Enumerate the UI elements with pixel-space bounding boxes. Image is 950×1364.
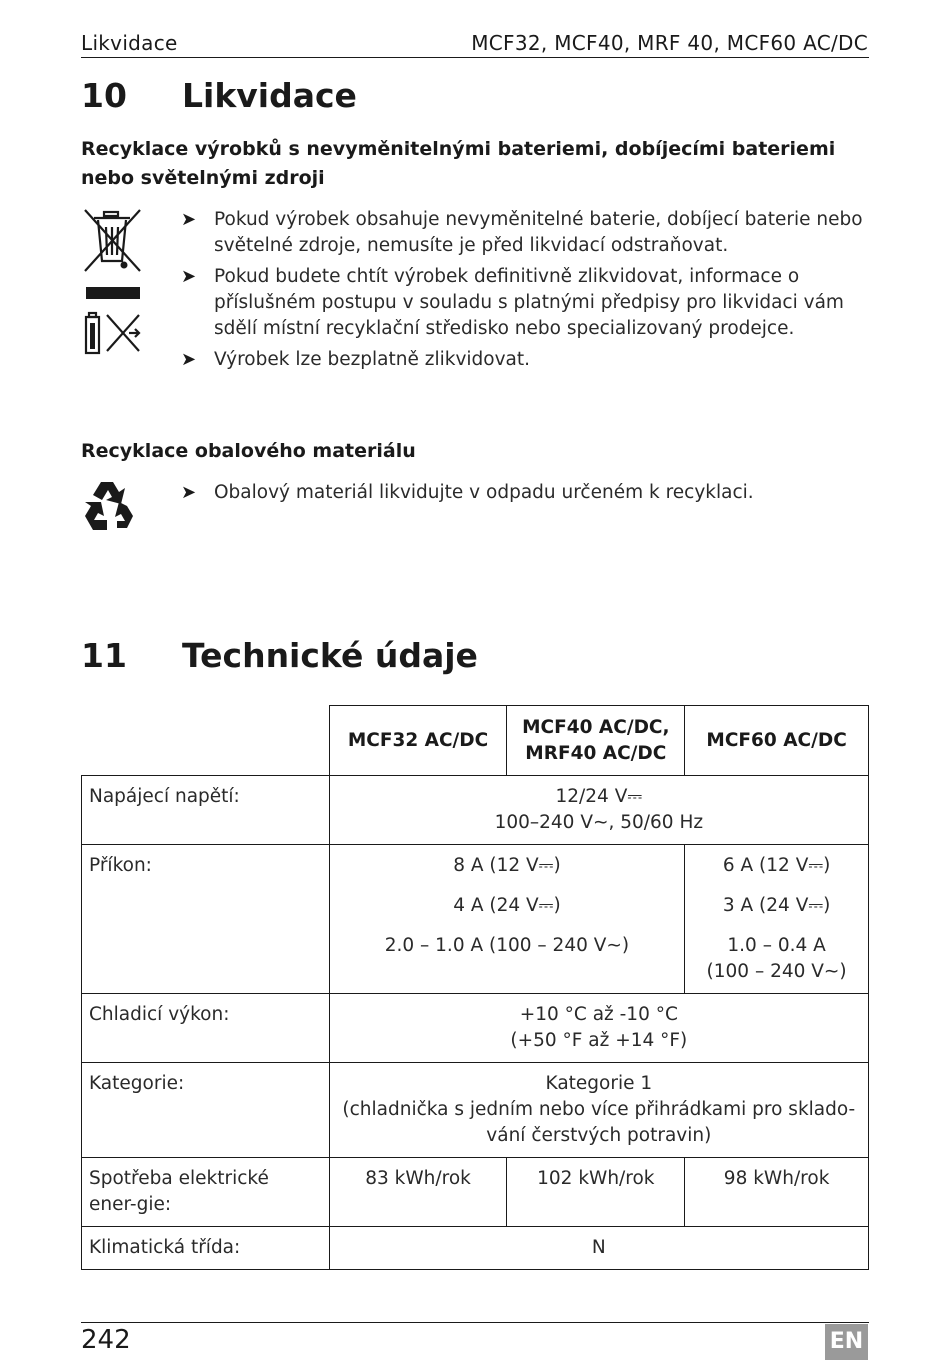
running-header-section: Likvidace <box>81 31 178 55</box>
section-10-heading <box>81 76 781 120</box>
row-label: Chladicí výkon: <box>82 994 330 1063</box>
section-title: Technické údaje <box>182 636 478 675</box>
bullet-arrow-icon: ➤ <box>181 349 197 370</box>
column-header: MCF60 AC/DC <box>685 706 869 776</box>
table-cell: +10 °C až -10 °C (+50 °F až +14 °F) <box>329 994 868 1063</box>
table-corner <box>82 706 330 776</box>
table-row <box>82 994 869 1063</box>
list-item: ➤ Výrobek lze bezplatně zlikvidovat. <box>181 347 871 373</box>
row-label: Kategorie: <box>82 1063 330 1158</box>
table-row <box>82 1063 869 1158</box>
bullet-arrow-icon: ➤ <box>181 482 197 503</box>
running-header-models: MCF32, MCF40, MRF 40, MCF60 AC/DC <box>471 31 868 55</box>
table-cell: 8 A (12 V⎓) 4 A (24 V⎓) 2.0 – 1.0 A (100 – 240 V∼) <box>329 845 685 994</box>
column-header: MCF40 AC/DC, MRF40 AC/DC <box>507 706 685 776</box>
footer-rule <box>81 1322 869 1323</box>
table-cell: 6 A (12 V⎓) 3 A (24 V⎓) 1.0 – 0.4 A (100 – 240 V∼) <box>685 845 869 994</box>
table-row <box>82 776 869 845</box>
subheading-battery-recycling: Recyklace výrobků s nevyměnitelnými bateriemi, dobíjecími bateriemi nebo světelnými zdroji <box>81 138 836 189</box>
row-label: Příkon: <box>82 845 330 994</box>
table-cell: 102 kWh/rok <box>507 1158 685 1227</box>
bullet-arrow-icon: ➤ <box>181 209 197 230</box>
page-number: 242 <box>81 1325 131 1355</box>
table-cell: Kategorie 1 (chladnička s jedním nebo více přihrádkami pro sklado- vání čerstvých potravin) <box>329 1063 868 1158</box>
table-cell: 12/24 V⎓ 100–240 V∼, 50/60 Hz <box>329 776 868 845</box>
header-rule <box>81 57 869 58</box>
row-label: Spotřeba elektrické ener-gie: <box>82 1158 330 1227</box>
technical-data-table <box>81 705 869 1270</box>
list-item: ➤ Pokud výrobek obsahuje nevyměnitelné baterie, dobíjecí baterie nebo světelné zdroje, nemusíte je před likvidací odstraňovat. <box>181 209 863 256</box>
bullet-arrow-icon: ➤ <box>181 266 197 287</box>
column-header: MCF32 AC/DC <box>329 706 507 776</box>
solid-bar-icon <box>86 287 140 299</box>
language-badge: EN <box>825 1324 868 1360</box>
list-item: ➤ Obalový materiál likvidujte v odpadu určeném k recyklaci. <box>181 480 871 506</box>
table-header-row <box>82 706 869 776</box>
crossed-bin-icon <box>82 207 144 275</box>
table-cell: N <box>329 1227 868 1270</box>
table-row <box>82 845 869 994</box>
battery-crossed-icon <box>83 311 143 355</box>
bullet-list-packaging <box>181 480 871 511</box>
recycling-icon <box>81 478 137 534</box>
list-item: ➤ Pokud budete chtít výrobek definitivně zlikvidovat, informace o příslušném postupu v souladu s platnými předpisy pro likvidaci vám sdělí místní recyklační středisko nebo specializovaný prodejce. <box>181 266 844 339</box>
subheading-packaging-recycling: Recyklace obalového materiálu <box>81 440 416 462</box>
section-title: Likvidace <box>182 76 357 115</box>
bullet-list-battery <box>181 207 871 378</box>
table-cell: 98 kWh/rok <box>685 1158 869 1227</box>
row-label: Napájecí napětí: <box>82 776 330 845</box>
row-label: Klimatická třída: <box>82 1227 330 1270</box>
table-row <box>82 1158 869 1227</box>
table-cell: 83 kWh/rok <box>329 1158 507 1227</box>
table-row <box>82 1227 869 1270</box>
section-number: 10 <box>81 76 127 115</box>
section-number: 11 <box>81 636 127 675</box>
section-11-heading <box>81 636 781 680</box>
